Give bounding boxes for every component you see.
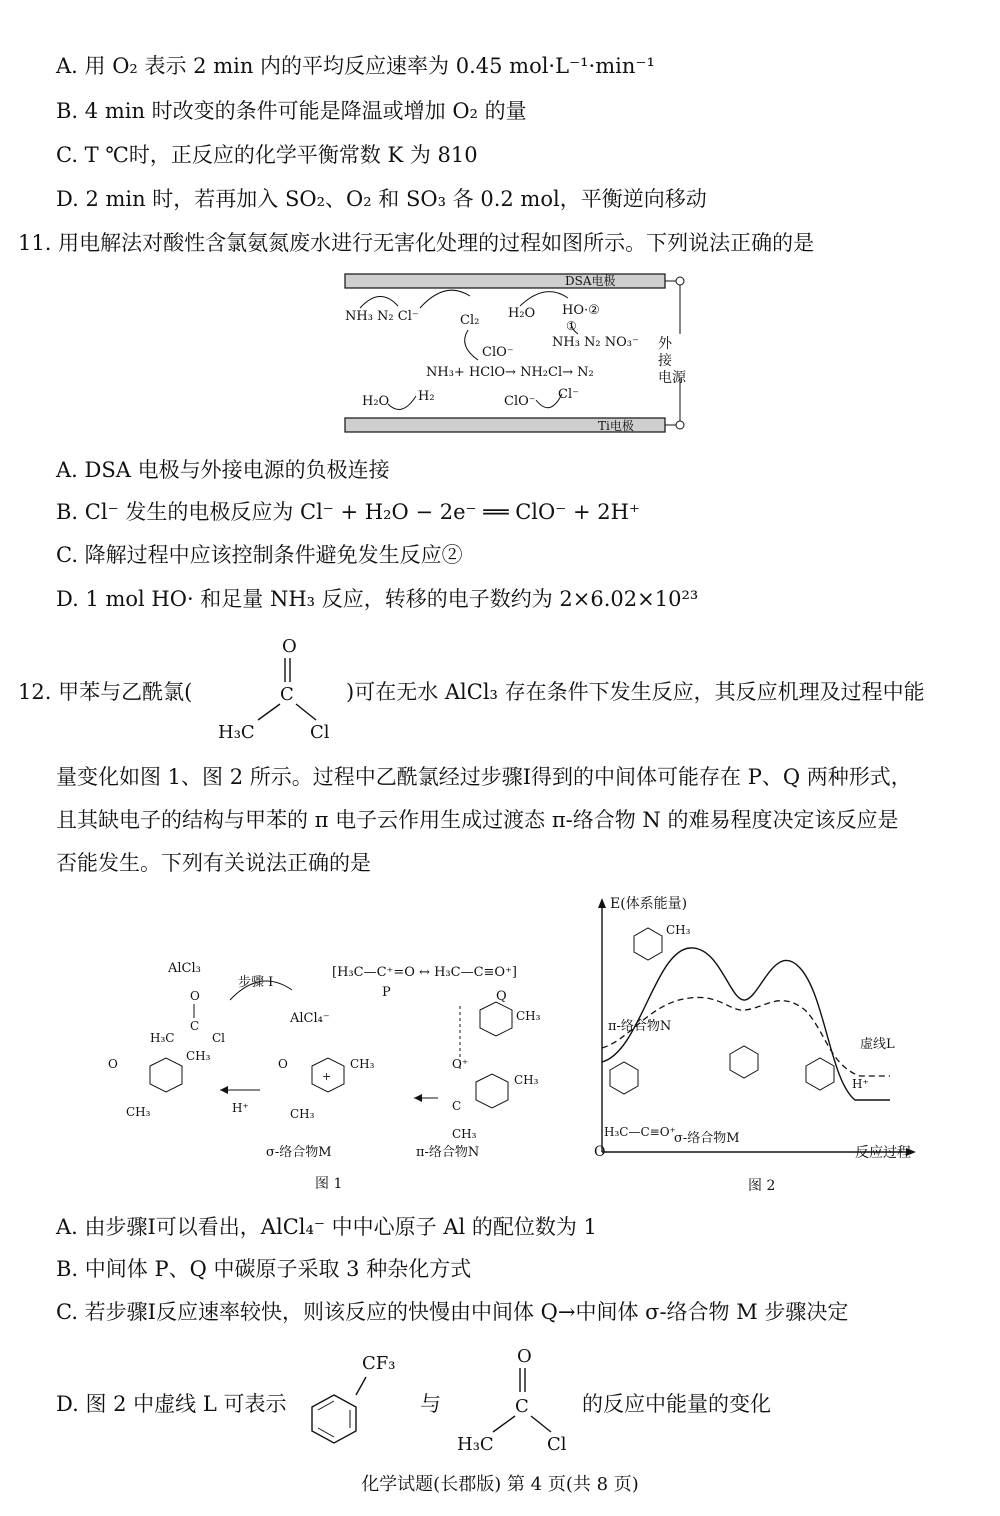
q11-option-c: C. 降解过程中应该控制条件避免发生反应② bbox=[56, 543, 463, 567]
q12-option-d-a: D. 图 2 中虚线 L 可表示 bbox=[56, 1392, 287, 1416]
fig2-y-label: E(体系能量) bbox=[610, 896, 688, 912]
h2o-top-label: H₂O bbox=[508, 306, 536, 321]
fig1-sigma-label: σ-络合物M bbox=[266, 1145, 332, 1160]
products-label: NH₃ N₂ NO₃⁻ bbox=[552, 335, 639, 350]
cf3-label: CF₃ bbox=[362, 1353, 396, 1374]
ho-label: HO·② bbox=[562, 303, 600, 318]
q12-option-b: B. 中间体 P、Q 中碳原子采取 3 种杂化方式 bbox=[56, 1257, 472, 1281]
arc-6 bbox=[388, 396, 416, 409]
fig2-dash-label: 虚线L bbox=[860, 1037, 895, 1052]
q10-option-d: D. 2 min 时，若再加入 SO₂、O₂ 和 SO₃ 各 0.2 mol，平衡逆向移动 bbox=[56, 187, 707, 211]
dsa-label: DSA电极 bbox=[565, 274, 616, 288]
power-label-2: 接 bbox=[658, 353, 672, 369]
svg-text:CH₃: CH₃ bbox=[290, 1107, 315, 1121]
fig1-q: Q bbox=[496, 989, 507, 1004]
clo-mid-label: ClO⁻ bbox=[482, 345, 514, 360]
page-footer: 化学试题(长郡版) 第 4 页(共 8 页) bbox=[361, 1474, 639, 1495]
fig1-pq: [H₃C—C⁺=O ↔ H₃C—C≡O⁺] bbox=[332, 965, 518, 980]
q12-stem-a: 12. 甲苯与乙酰氯( bbox=[18, 680, 193, 704]
svg-text:CH₃: CH₃ bbox=[186, 1049, 211, 1063]
figure-2-energy-diagram bbox=[590, 890, 930, 1195]
reaction-chain-label: NH₃+ HClO→ NH₂Cl→ N₂ bbox=[426, 365, 594, 380]
arc-3 bbox=[520, 292, 568, 306]
dsa-electrode bbox=[345, 274, 665, 288]
svg-text:H₃C: H₃C bbox=[150, 1031, 175, 1045]
fig2-hplus: H⁺ bbox=[852, 1077, 869, 1091]
svg-text:O⁺: O⁺ bbox=[452, 1057, 469, 1071]
q11-option-b: B. Cl⁻ 发生的电极反应为 Cl⁻ + H₂O − 2e⁻ ══ ClO⁻ + 2H⁺ bbox=[56, 500, 641, 524]
power-label-4: 电源 bbox=[658, 370, 686, 386]
cf3-benzene-structure bbox=[300, 1345, 410, 1445]
acetyl-chloride-structure-d bbox=[455, 1342, 580, 1457]
q10-option-c: C. T ℃时，正反应的化学平衡常数 K 为 810 bbox=[56, 143, 478, 167]
fig1-p: P bbox=[382, 985, 391, 1000]
h2o-bottom-label: H₂O bbox=[362, 394, 390, 409]
clo-bottom-label: ClO⁻ bbox=[504, 394, 536, 409]
svg-text:CH₃: CH₃ bbox=[350, 1057, 375, 1071]
q10-option-a: A. 用 O₂ 表示 2 min 内的平均反应速率为 0.45 mol·L⁻¹·min⁻¹ bbox=[56, 54, 655, 78]
acyl-o: O bbox=[282, 636, 297, 657]
q12-option-d-c: 的反应中能量的变化 bbox=[582, 1392, 771, 1416]
svg-text:O: O bbox=[108, 1057, 118, 1071]
power-label-1: 外 bbox=[658, 336, 672, 352]
q12-stem-b: )可在无水 AlCl₃ 存在条件下发生反应，其反应机理及过程中能 bbox=[346, 680, 925, 704]
fig2-dashed-curve-l bbox=[602, 997, 890, 1076]
acyl-h3c: H₃C bbox=[218, 722, 255, 743]
acetyl-chloride-structure bbox=[210, 632, 345, 747]
q12-option-c: C. 若步骤Ⅰ反应速率较快，则该反应的快慢由中间体 Q→中间体 σ-络合物 M 步骤决定 bbox=[56, 1300, 849, 1324]
fig1-hplus: H⁺ bbox=[232, 1101, 249, 1115]
cl2-label: Cl₂ bbox=[460, 313, 480, 328]
q10-option-b: B. 4 min 时改变的条件可能是降温或增加 O₂ 的量 bbox=[56, 99, 527, 123]
fig2-origin: O bbox=[594, 1144, 606, 1160]
q12-option-a: A. 由步骤Ⅰ可以看出，AlCl₄⁻ 中中心原子 Al 的配位数为 1 bbox=[56, 1215, 597, 1239]
fig2-sigma-label: σ-络合物M bbox=[674, 1131, 740, 1146]
svg-text:C: C bbox=[190, 1019, 200, 1033]
svg-text:O: O bbox=[278, 1057, 288, 1071]
q12-line-2: 量变化如图 1、图 2 所示。过程中乙酰氯经过步骤Ⅰ得到的中间体可能存在 P、Q 两种形式， bbox=[56, 765, 912, 789]
figure-1-mechanism bbox=[100, 950, 570, 1195]
svg-text:CH₃: CH₃ bbox=[452, 1127, 477, 1141]
acyl-c: C bbox=[280, 684, 294, 705]
fig2-x-label: 反应过程 bbox=[855, 1145, 911, 1161]
svg-text:C: C bbox=[452, 1099, 462, 1113]
svg-text:CH₃: CH₃ bbox=[514, 1073, 539, 1087]
fig1-alcl3: AlCl₃ bbox=[168, 961, 201, 976]
ti-label: Ti电极 bbox=[598, 419, 634, 433]
svg-text:O: O bbox=[190, 989, 200, 1003]
svg-text:C: C bbox=[515, 1396, 529, 1417]
fig1-alcl4: AlCl₄⁻ bbox=[290, 1011, 330, 1026]
svg-text:CH₃: CH₃ bbox=[516, 1009, 541, 1023]
h2-label: H₂ bbox=[418, 389, 435, 404]
svg-text:H₃C: H₃C bbox=[457, 1434, 494, 1455]
q11-option-a: A. DSA 电极与外接电源的负极连接 bbox=[56, 458, 390, 482]
q12-line-4: 否能发生。下列有关说法正确的是 bbox=[56, 851, 371, 875]
svg-text:O: O bbox=[517, 1346, 532, 1367]
cl-bottom-label: Cl⁻ bbox=[558, 387, 579, 402]
fig2-caption: 图 2 bbox=[748, 1178, 776, 1194]
q12-option-d-b: 与 bbox=[420, 1392, 441, 1416]
fig2-pi-label: π-络合物N bbox=[608, 1019, 672, 1034]
svg-text:CH₃: CH₃ bbox=[666, 923, 691, 937]
q12-line-3: 且其缺电子的结构与甲苯的 π 电子云作用生成过渡态 π-络合物 N 的难易程度决定该反应是 bbox=[56, 808, 899, 832]
fig1-pi-label: π-络合物N bbox=[416, 1145, 480, 1160]
fig1-step: 步骤 Ⅰ bbox=[238, 975, 274, 990]
circle1-label: ① bbox=[566, 319, 577, 333]
fig1-caption: 图 1 bbox=[315, 1176, 343, 1192]
fig2-reactant: H₃C—C≡O⁺ bbox=[604, 1125, 676, 1139]
svg-text:CH₃: CH₃ bbox=[126, 1105, 151, 1119]
svg-text:+: + bbox=[322, 1070, 332, 1083]
arc-1 bbox=[360, 296, 398, 308]
nh3-n2-cl-label: NH₃ N₂ Cl⁻ bbox=[345, 309, 419, 324]
arc-5 bbox=[465, 330, 478, 360]
svg-text:Cl: Cl bbox=[212, 1031, 226, 1045]
q11-electrolysis-figure bbox=[340, 268, 700, 440]
q11-stem: 11. 用电解法对酸性含氯氨氮废水进行无害化处理的过程如图所示。下列说法正确的是 bbox=[18, 231, 815, 255]
acyl-cl: Cl bbox=[310, 722, 330, 743]
arc-2 bbox=[420, 290, 470, 308]
svg-text:Cl: Cl bbox=[547, 1434, 567, 1455]
q11-option-d: D. 1 mol HO· 和足量 NH₃ 反应，转移的电子数约为 2×6.02×10²³ bbox=[56, 587, 699, 611]
